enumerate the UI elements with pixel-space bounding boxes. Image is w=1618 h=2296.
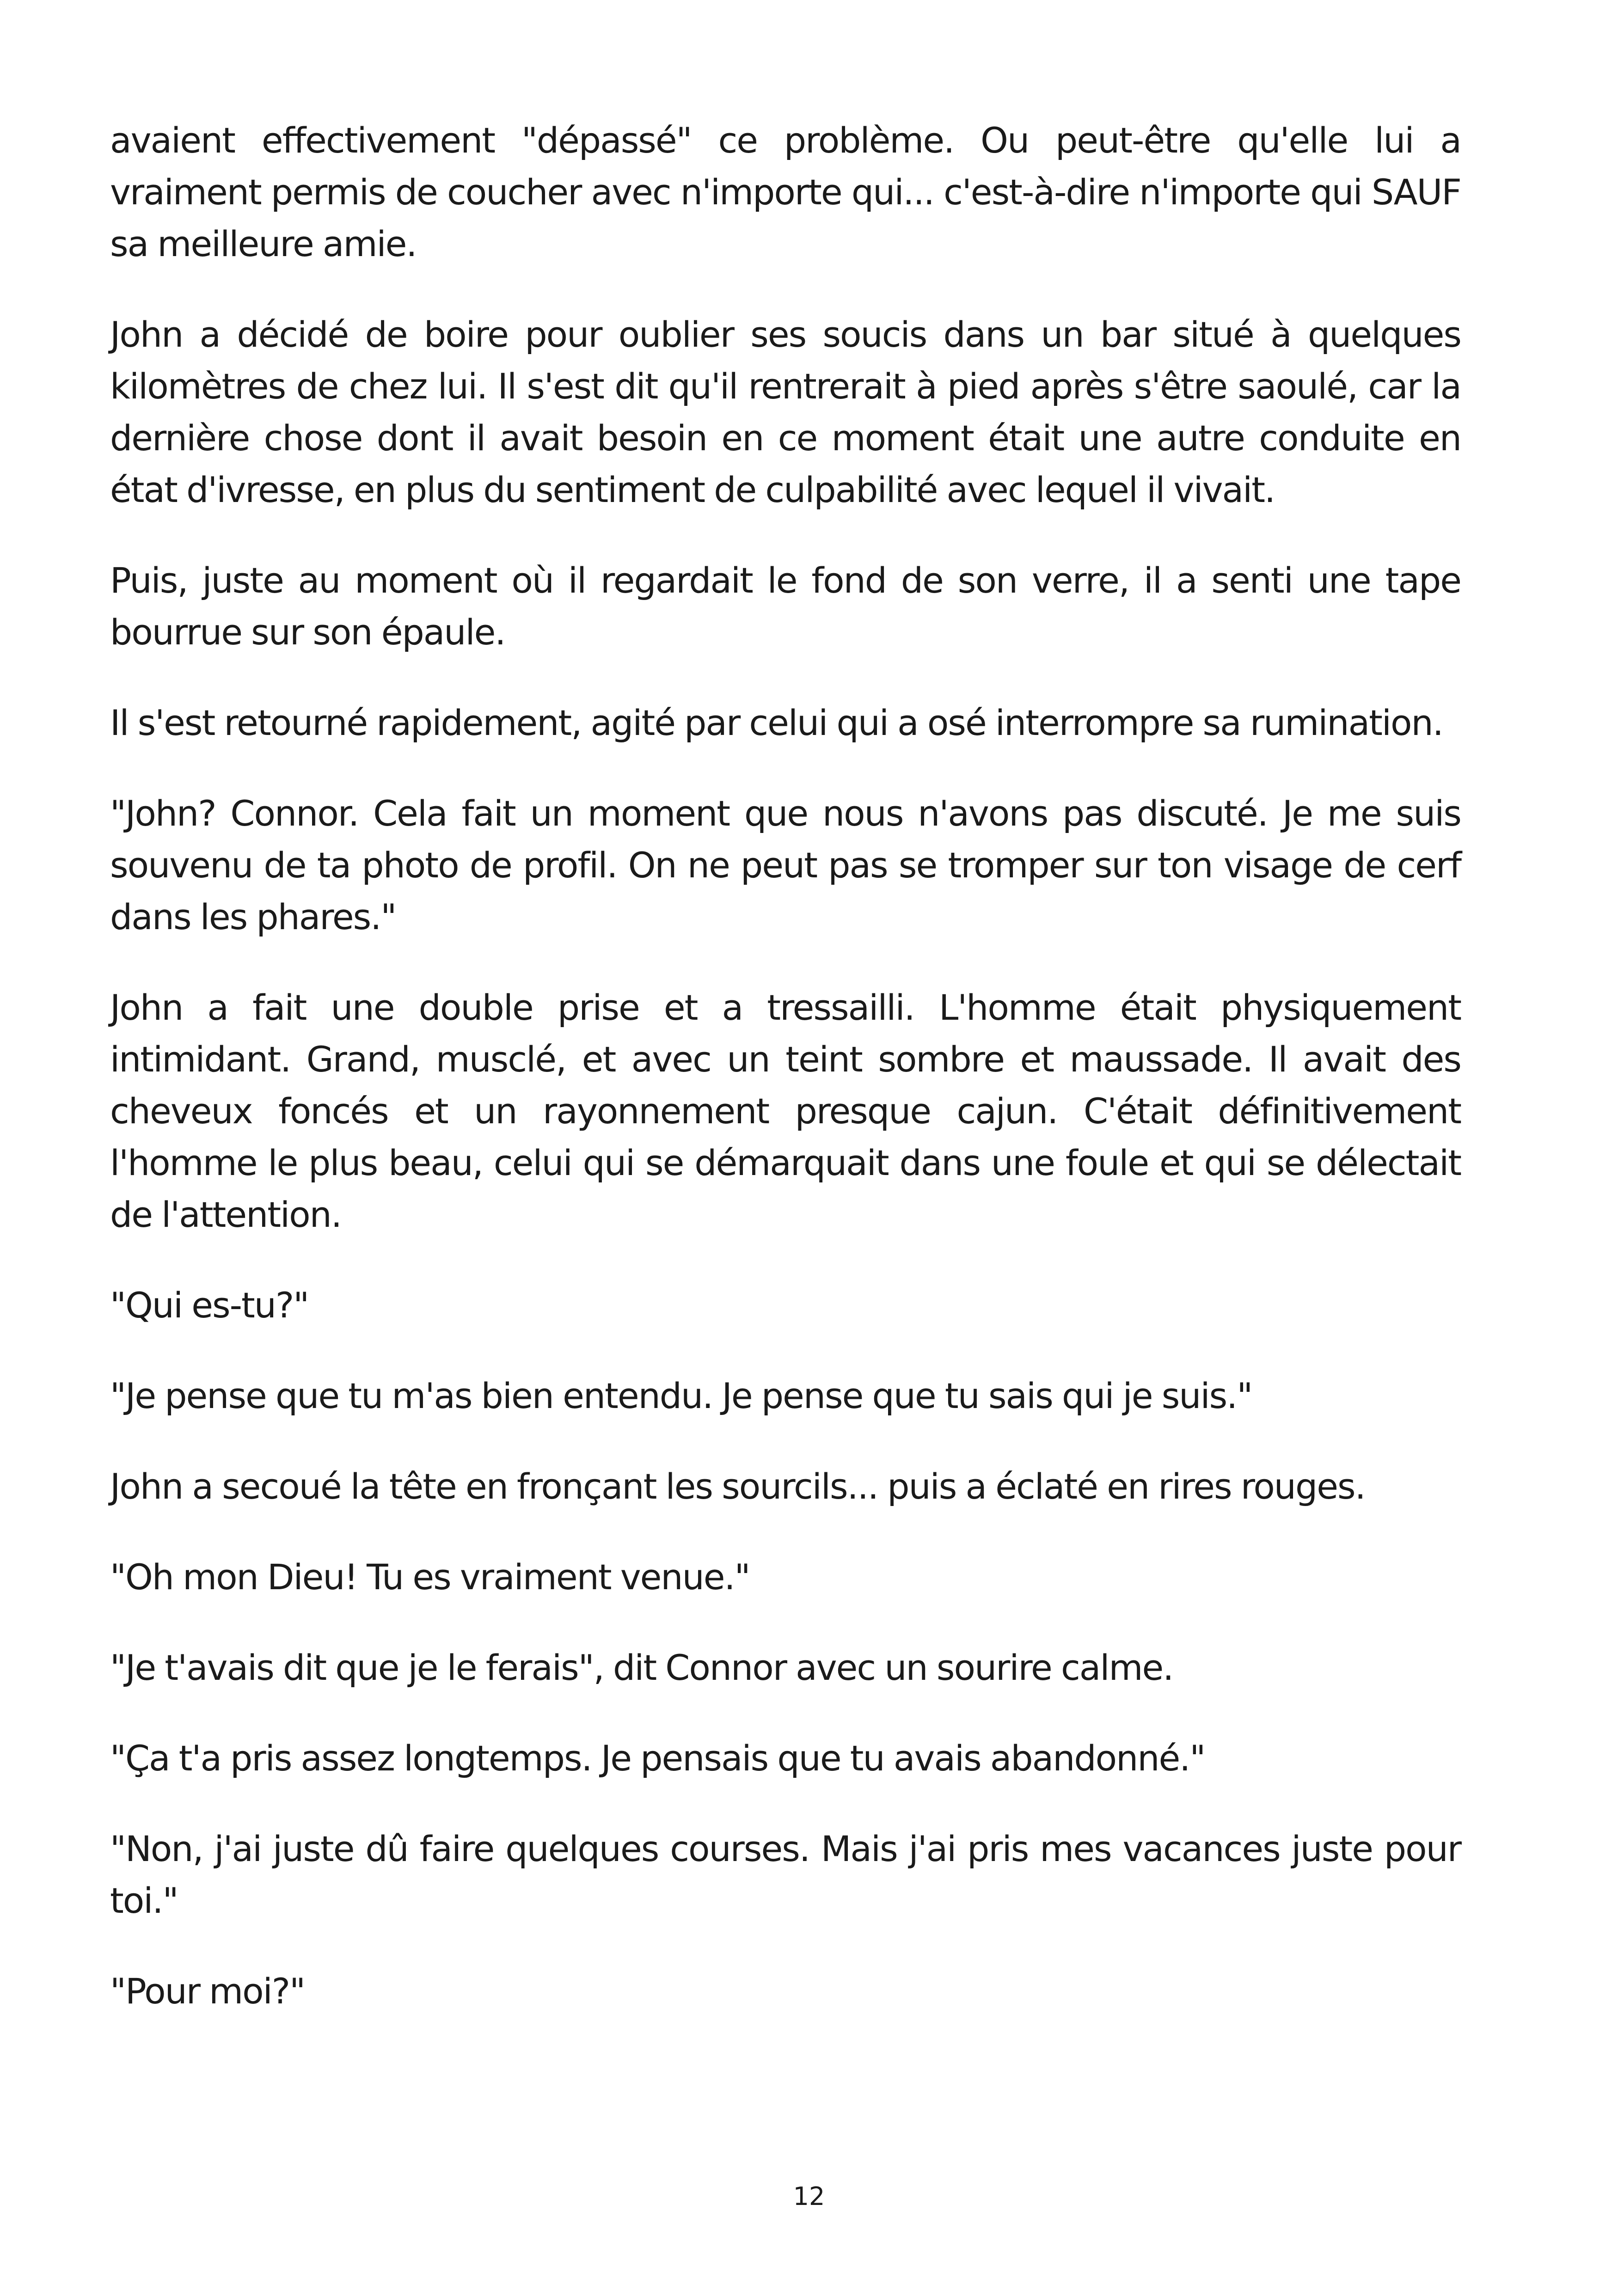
paragraph-12: "Ça t'a pris assez longtemps. Je pensais que tu avais abandonné." <box>110 1738 1205 1779</box>
paragraph-7: "Qui es-tu?" <box>110 1285 309 1326</box>
paragraph-10: "Oh mon Dieu! Tu es vraiment venue." <box>110 1556 750 1598</box>
paragraph-6: John a fait une double prise et a tressailli. L'homme était physiquement intimidant. Grand, musclé, et avec un teint sombre et maussade. Il avait des cheveux foncés et un rayonnement presque cajun. C'était définitivement l'homme le plus beau, celui qui se démarquait dans une foule et qui se délectait de l'attention. <box>110 987 1461 1235</box>
paragraph-8: "Je pense que tu m'as bien entendu. Je pense que tu sais qui je suis." <box>110 1375 1252 1416</box>
paragraph-5: "John? Connor. Cela fait un moment que nous n'avons pas discuté. Je me suis souvenu de ta photo de profil. On ne peut pas se tromper sur ton visage de cerf dans les phares." <box>110 793 1461 937</box>
paragraph-2: John a décidé de boire pour oublier ses soucis dans un bar situé à quelques kilomètres de chez lui. Il s'est dit qu'il rentrerait à pied après s'être saoulé, car la dernière chose dont il avait besoin en ce moment était une autre conduite en état d'ivresse, en plus du sentiment de culpabilité avec lequel il vivait. <box>110 314 1461 510</box>
paragraph-9: John a secoué la tête en fronçant les sourcils... puis a éclaté en rires rouges. <box>110 1466 1365 1507</box>
paragraph-14: "Pour moi?" <box>110 1971 305 2012</box>
page-number: 12 <box>793 2182 825 2211</box>
paragraph-13: "Non, j'ai juste dû faire quelques courses. Mais j'ai pris mes vacances juste pour toi." <box>110 1828 1461 1921</box>
paragraph-4: Il s'est retourné rapidement, agité par celui qui a osé interrompre sa rumination. <box>110 702 1443 743</box>
paragraph-1: avaient effectivement "dépassé" ce problème. Ou peut-être qu'elle lui a vraiment permis de coucher avec n'importe qui... c'est-à-dire n'importe qui SAUF sa meilleure amie. <box>110 120 1461 264</box>
paragraph-3: Puis, juste au moment où il regardait le fond de son verre, il a senti une tape bourrue sur son épaule. <box>110 560 1461 653</box>
paragraph-11: "Je t'avais dit que je le ferais", dit Connor avec un sourire calme. <box>110 1647 1173 1688</box>
body-text <box>110 115 1461 2056</box>
